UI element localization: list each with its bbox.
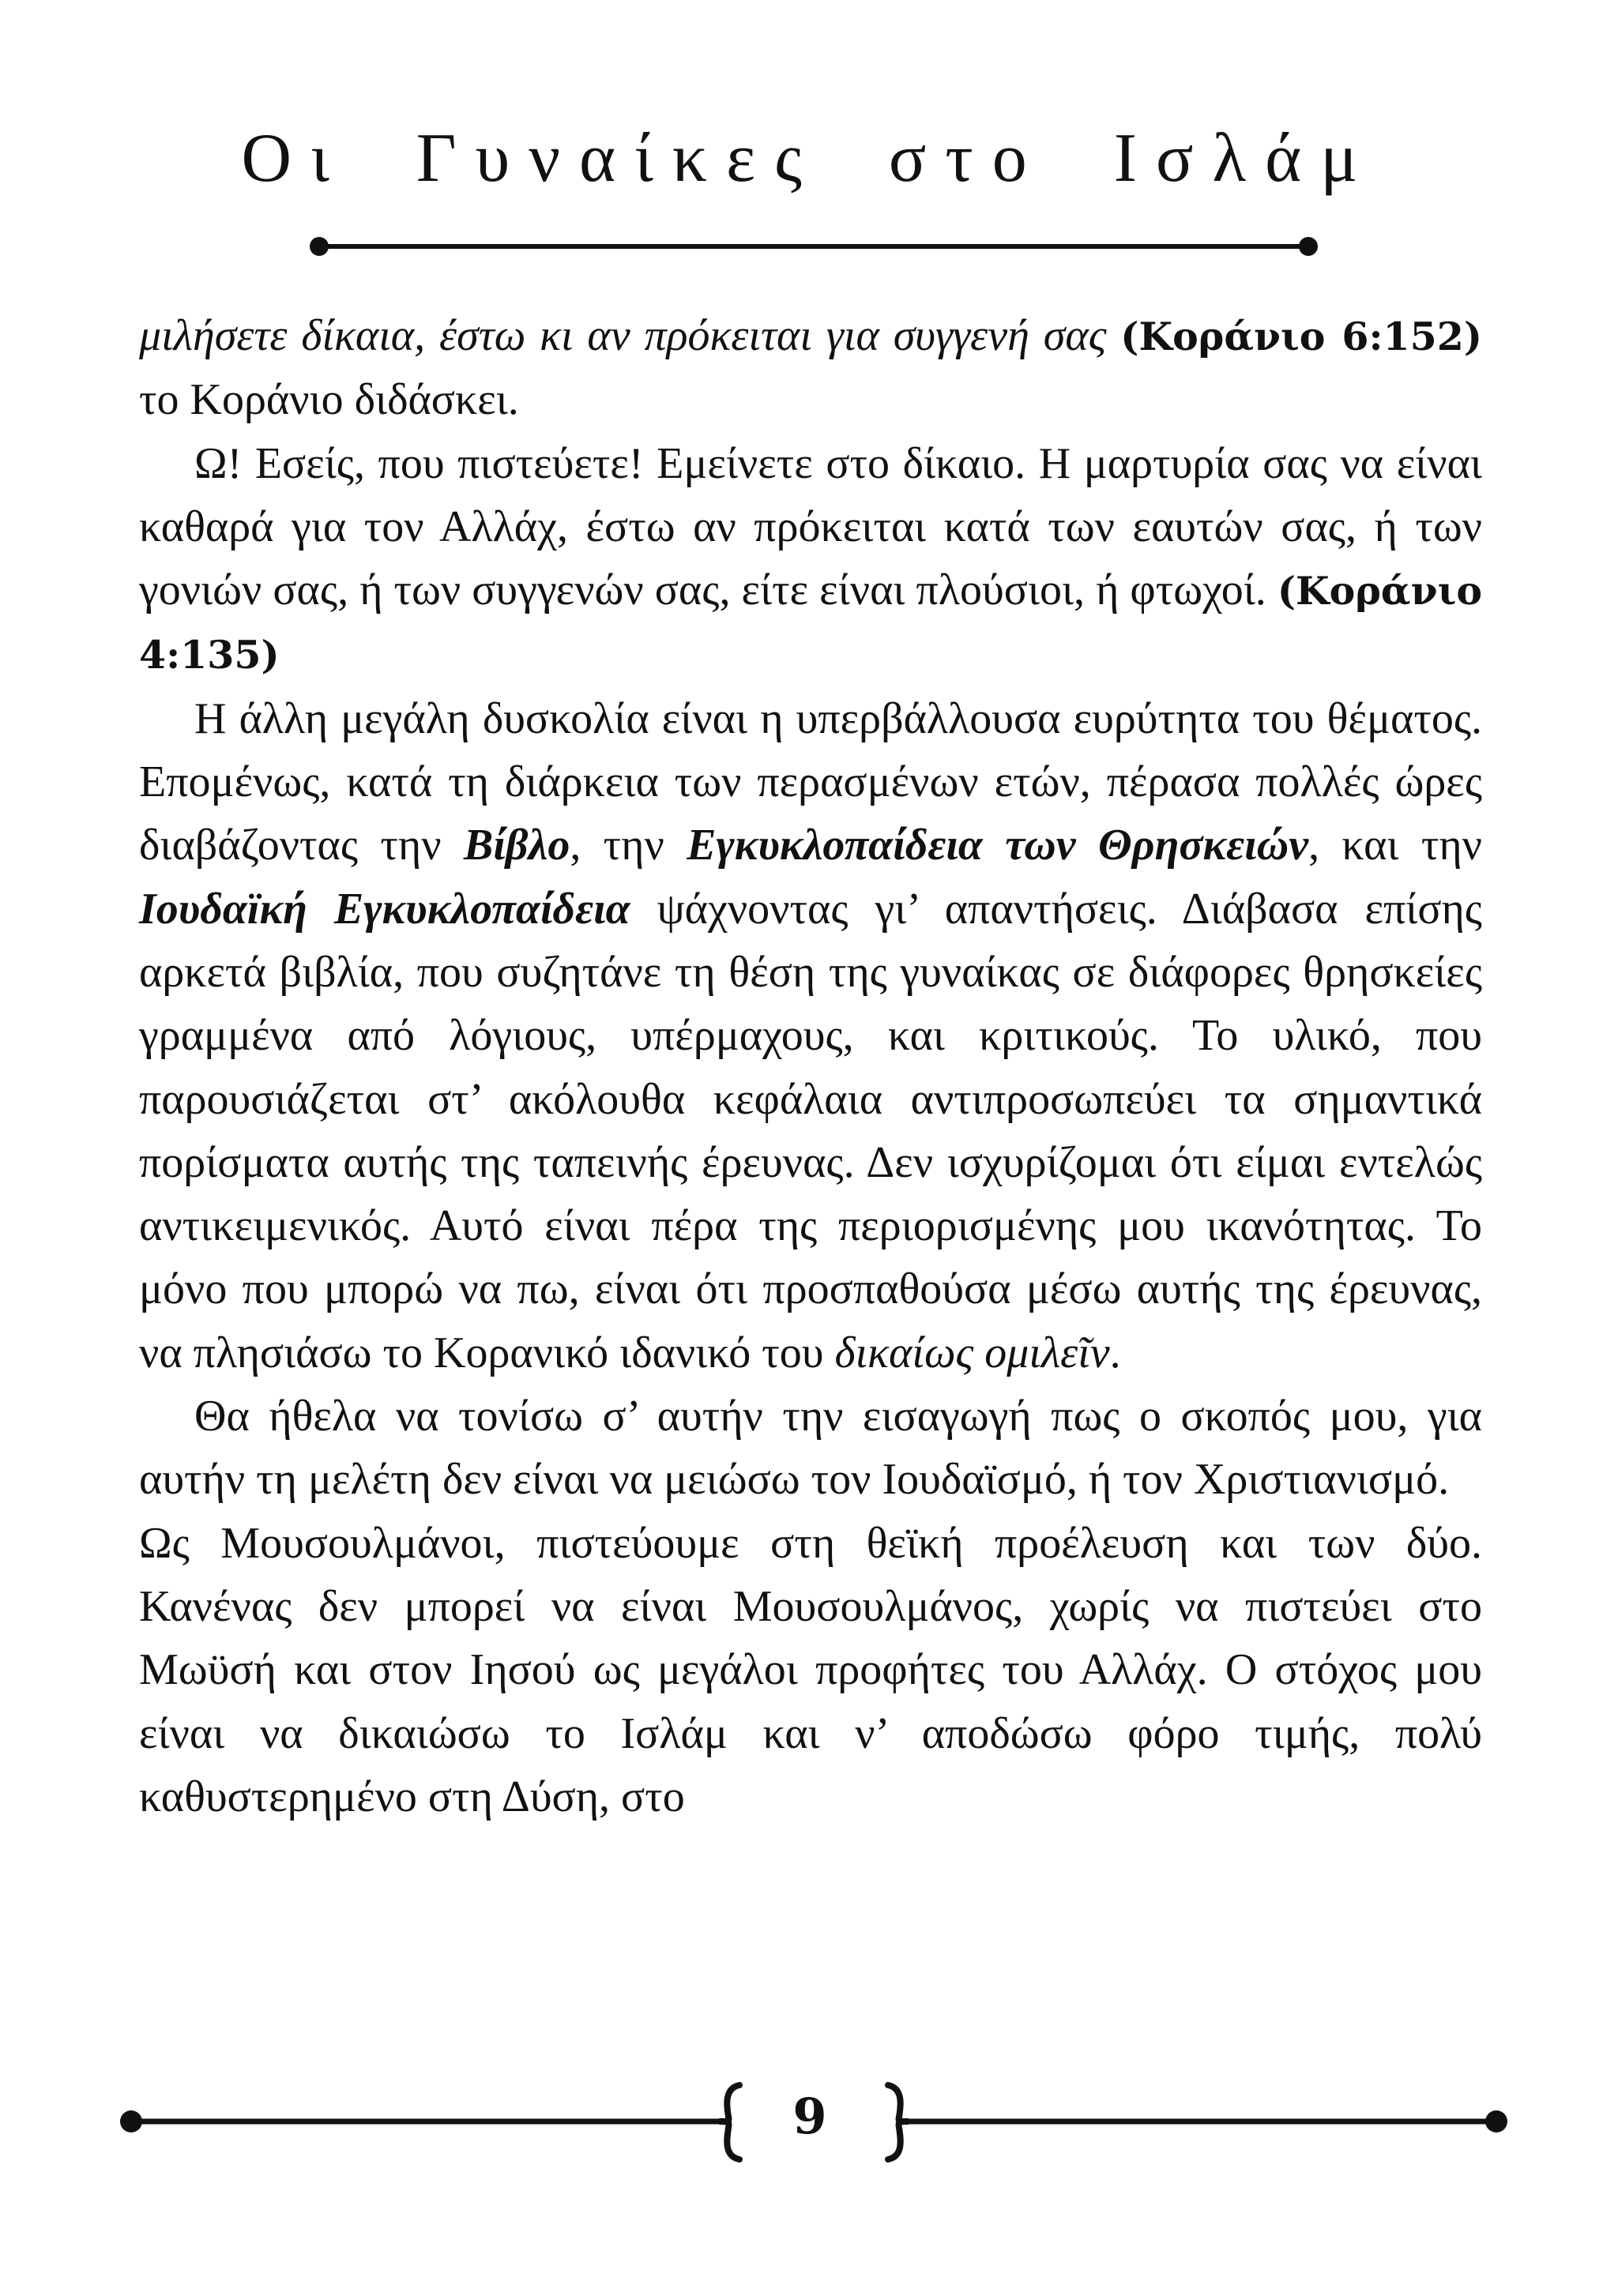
paragraph-3-text: Η άλλη μεγάλη δυσκολία είναι η υπερβάλλουσα ευρύτητα του θέματος. Επομένως, κατά τη διάρκεια των περασμένων ετών, πέρασα πολλές ώρες διαβάζοντας την <box>139 693 1482 870</box>
footer-rule-right-dot <box>1485 2110 1507 2133</box>
paragraph-2-text: Ω! Εσείς, που πιστεύετε! Εμείνετε στο δίκαιο. Η μαρτυρία σας να είναι καθαρά για τον Αλλάχ, έστω αν πρόκειται κατά των εαυτών σας, ή των γονιών σας, ή των συγγενών σας, είτε είναι πλούσιοι, ή φτωχοί. <box>139 438 1482 615</box>
paragraph-1-tail: το Κοράνιο διδάσκει. <box>139 375 519 425</box>
page-number: 9 <box>792 2087 827 2145</box>
header-rule-left-dot <box>310 237 329 256</box>
quran-reference: (Κοράνιο 6:152) <box>1120 314 1482 359</box>
header-rule-right-dot <box>1299 237 1318 256</box>
book-title-encyclopedia-of-religions: Εγκυκλοπαίδεια των Θρησκειών <box>687 821 1309 870</box>
paragraph-5: Ως Μουσουλμάνοι, πιστεύουμε στη θεϊκή προέλευση και των δύο. Κανένας δεν μπορεί να είναι Μουσουλμάνος, χωρίς να πιστεύει στο Μωϋσή και στον Ιησού ως μεγάλοι προφήτες του Αλλάχ. Ο στόχος μου είναι να δικαιώσω το Ισλάμ και ν’ αποδώσω φόρο τιμής, πολύ καθυστερημένο στη Δύση, στο <box>139 1518 1482 1821</box>
paragraph-2 <box>139 432 1482 687</box>
paragraph-3 <box>139 687 1482 1385</box>
paragraph-4: Θα ήθελα να τονίσω σ’ αυτήν την εισαγωγή πως ο σκοπός μου, για αυτήν τη μελέτη δεν είναι να μειώσω τον Ιουδαϊσμό, ή τον Χριστιανισμό. <box>139 1392 1482 1505</box>
paragraph-3-text: ψάχνοντας γι’ απαντήσεις. Διάβασα επίσης αρκετά βιβλία, που συζητάνε τη θέση της γυναίκας σε διάφορες θρησκείες γραμμένα από λόγιους, υπέρμαχους, και κριτικούς. Το υλικό, που παρουσιάζεται στ’ ακόλουθα κεφάλαια αντιπροσωπεύει τα σημαντικά πορίσματα αυτής της ταπεινής έρευνας. Δεν ισχυρίζομαι ότι είμαι εντελώς αντικειμενικός. Αυτό είναι πέρα της περιορισμένης μου ικανότητας. Το μόνο που μπορώ να πω, είναι ότι προσπαθούσα μέσω αυτής της έρευνας, να πλησιάσω το Κορανικό ιδανικό του <box>139 884 1482 1377</box>
running-header-title: Οι Γυναίκες στο Ισλάμ <box>241 120 1377 197</box>
left-brace-ornament <box>719 2085 739 2159</box>
book-title-jewish-encyclopedia: Ιουδαϊκή Εγκυκλοπαίδεια <box>139 884 630 934</box>
paragraph-1 <box>139 304 1482 432</box>
emphasized-phrase: δικαίως ομιλεῖν <box>834 1328 1110 1377</box>
body-text <box>139 304 1482 1828</box>
header-rule <box>308 235 1319 257</box>
quote-fragment: μιλήσετε δίκαια, έστω κι αν πρόκειται για συγγενή σας <box>139 311 1107 360</box>
paragraph-3-text: , την <box>570 821 687 870</box>
quran-reference: (Κοράνιο 4:135) <box>139 568 1482 678</box>
paragraph-3-text: . <box>1109 1328 1121 1377</box>
book-title-bible: Βίβλο <box>463 821 570 870</box>
paragraph-3-text: , και την <box>1308 821 1482 870</box>
